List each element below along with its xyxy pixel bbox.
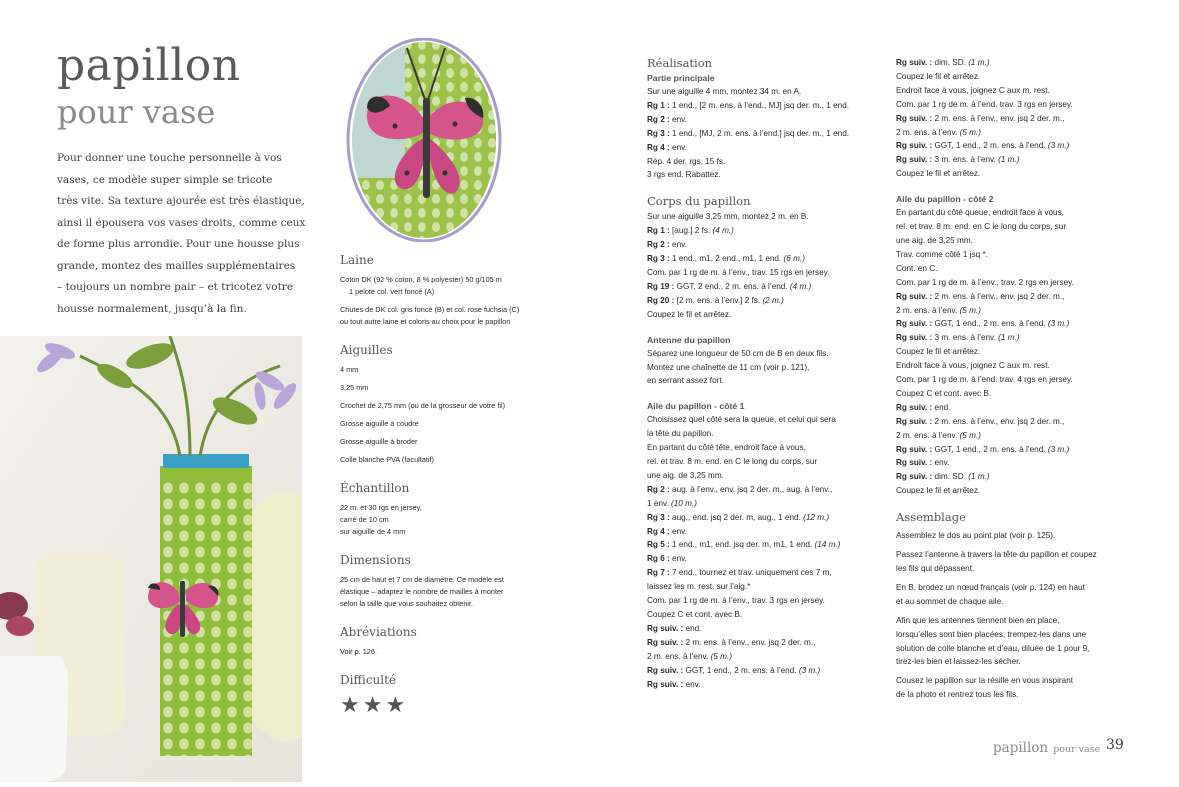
heading-abreviations: Abréviations xyxy=(340,625,417,639)
row-label: Rg 7 : xyxy=(647,568,670,578)
subsection-heading: Aile du papillon - côté 2 xyxy=(896,194,994,205)
instruction-line xyxy=(647,580,883,594)
instruction-line xyxy=(647,483,883,497)
row-text: GGT, 2 end., 2 m. ens. à l’end. xyxy=(674,281,790,291)
assembly-paragraph xyxy=(896,548,1136,576)
row-text: laissez les m. rest. sur l’aig.* xyxy=(647,582,751,592)
subsection-heading: Aile du papillon - côté 1 xyxy=(647,401,745,412)
instruction-line xyxy=(647,441,883,455)
stitch-count: (4 m.) xyxy=(712,226,734,236)
instruction-line xyxy=(647,238,883,252)
row-text: Coupez C et cont. avec B. xyxy=(896,388,992,398)
intro-line: grande, montez des mailles supplémentaires xyxy=(57,259,296,272)
intro-line: – toujours un nombre pair – et tricotez votre xyxy=(57,281,294,293)
row-text: Coupez C et cont. avec B. xyxy=(647,610,743,619)
dimensions-line: élastique – adaptez le nombre de mailles à monter xyxy=(340,587,504,596)
instruction-line xyxy=(647,469,883,483)
row-label: Rg suiv. : xyxy=(896,444,933,454)
instruction-line xyxy=(896,317,1136,331)
instruction-line xyxy=(896,456,1136,470)
instruction-line xyxy=(647,280,883,294)
row-text: Sur une aiguille 4 mm, montez 34 m. en A. xyxy=(647,87,802,96)
stitch-count: (3 m.) xyxy=(798,665,821,675)
butterfly-photo xyxy=(345,38,503,242)
row-label: Rg suiv. : xyxy=(647,623,684,633)
row-label: Rg 1 : xyxy=(647,100,670,110)
row-text: une aig. de 3,25 mm. xyxy=(647,470,724,480)
instruction-line xyxy=(896,359,1136,373)
materials-column xyxy=(340,252,552,732)
row-text: aug., end. jsq 2 der. m, aug., 1 end. xyxy=(669,512,804,522)
abreviations-line: Voir p. 126. xyxy=(340,647,377,656)
instruction-line xyxy=(896,470,1136,484)
aiguilles-line: Grosse aiguille à broder xyxy=(340,437,418,446)
stitch-count: (1 m.) xyxy=(998,155,1020,165)
instruction-line xyxy=(647,538,883,552)
row-label: Rg suiv. : xyxy=(896,319,933,329)
section-heading: Corps du papillon xyxy=(647,194,751,209)
instruction-line xyxy=(896,429,1136,443)
instruction-line xyxy=(647,636,883,650)
instruction-line xyxy=(647,664,883,678)
row-label: Rg 3 : xyxy=(647,254,670,264)
row-text: GGT, 1 end., 2 m. ens. à l’end. xyxy=(932,319,1048,329)
row-label: Rg suiv. : xyxy=(647,665,684,675)
stitch-count: (10 m.) xyxy=(670,498,697,508)
row-text: Com. par 1 rg de m. à l’env., trav. 2 rgs en jersey. xyxy=(896,277,1074,287)
instruction-line xyxy=(896,387,1136,401)
row-text: env. xyxy=(669,142,687,152)
instruction-line xyxy=(896,373,1136,387)
page-title: papillon xyxy=(57,40,241,91)
row-text: rel. et trav. 8 m. end. en C le long du corps, sur xyxy=(647,457,818,467)
instruction-line xyxy=(647,85,883,99)
instruction-line xyxy=(896,56,1136,70)
instruction-line xyxy=(896,262,1136,276)
instruction-line xyxy=(647,622,883,636)
instruction-line xyxy=(647,266,883,280)
instruction-line xyxy=(896,70,1136,84)
aiguilles-line: Crochet de 2,75 mm (ou de la grosseur de votre fil) xyxy=(340,401,506,410)
row-label: Rg suiv. : xyxy=(896,333,933,343)
stitch-count: (1 m.) xyxy=(998,333,1020,343)
assembly-line: Afin que les antennes tiennent bien en place, xyxy=(896,615,1060,625)
assembly-line: Assemblez le dos au point plat (voir p. 125). xyxy=(896,531,1056,541)
row-text: dim. SD. xyxy=(932,472,969,482)
row-label: Rg 2 : xyxy=(647,240,670,250)
stitch-count: (5 m.) xyxy=(959,305,981,315)
stitch-count: (3 m.) xyxy=(1047,444,1070,454)
row-text: 1 env. xyxy=(647,498,671,508)
assembly-line: En B, brodez un nœud français (voir p. 124) en haut xyxy=(896,582,1085,592)
row-text: Coupez le fil et arrêtez. xyxy=(896,347,981,357)
section-echantillon xyxy=(340,480,552,538)
row-text: GGT, 1 end., 2 m. ens. à l’end. xyxy=(683,665,799,675)
intro-line: de forme plus arrondie. Pour une housse plus xyxy=(57,238,300,250)
instruction-block xyxy=(647,400,883,691)
row-label: Rg suiv. : xyxy=(896,141,933,151)
instruction-line xyxy=(647,294,883,308)
instruction-line xyxy=(647,427,883,441)
assembly-paragraph xyxy=(896,674,1136,702)
instruction-line xyxy=(647,374,883,388)
row-text: end. xyxy=(683,623,702,633)
intro-line: housse normalement, jusqu’à la fin. xyxy=(57,302,247,315)
row-text: 1 end., m1, end. jsq der. m, m1, 1 end. xyxy=(669,540,815,550)
dimensions-line: selon la taille que vous souhaitez obtenir. xyxy=(340,599,474,608)
stitch-count: (3 m.) xyxy=(1047,319,1070,329)
instruction-line xyxy=(896,84,1136,98)
instruction-line xyxy=(647,525,883,539)
instruction-line xyxy=(647,566,883,580)
instruction-block xyxy=(647,194,883,321)
row-text: end. xyxy=(932,402,951,412)
instruction-line xyxy=(896,98,1136,112)
row-text: une aig. de 3,25 mm. xyxy=(896,235,973,245)
row-text: En partant du côté queue, endroit face à vous, xyxy=(896,208,1064,218)
instruction-line xyxy=(647,497,883,511)
row-text: env. xyxy=(669,114,687,124)
instruction-line xyxy=(647,511,883,525)
stitch-count: (2 m.) xyxy=(762,295,784,305)
stitch-count: (1 m.) xyxy=(968,472,990,482)
instruction-line xyxy=(896,153,1136,167)
laine-line: Chutes de DK col. gris foncé (B) et col. rose fuchsia (C) xyxy=(340,305,520,314)
instruction-line xyxy=(896,401,1136,415)
row-text: Coupez le fil et arrêtez. xyxy=(896,486,981,496)
heading-echantillon: Échantillon xyxy=(340,481,410,495)
stitch-count: (3 m.) xyxy=(1047,141,1070,151)
row-label: Rg 20 : xyxy=(647,295,675,305)
assembly-line: Passez l’antenne à travers la tête du papillon et coupez xyxy=(896,550,1097,560)
row-text: env. xyxy=(669,240,687,250)
row-label: Rg suiv. : xyxy=(896,416,933,426)
row-text: 7 end., tournez et trav. uniquement ces 7 m, xyxy=(669,568,832,578)
row-label: Rg 1 : xyxy=(647,226,670,236)
assembly-line: tirez-les bien et laissez-les sécher. xyxy=(896,657,1021,667)
intro-line: Pour donner une touche personnelle à vos xyxy=(57,152,282,164)
heading-dimensions: Dimensions xyxy=(340,553,411,567)
section-heading: Assemblage xyxy=(896,510,966,525)
subsection-heading: Antenne du papillon xyxy=(647,334,731,345)
row-label: Rg suiv. : xyxy=(896,472,933,482)
row-text: [2 m. ens. à l’env.] 2 fs. xyxy=(674,295,763,305)
aiguilles-line: 3,25 mm xyxy=(340,383,369,392)
intro-line: ainsi il épousera vos vases droits, comme ceux xyxy=(57,216,306,229)
row-label: Rg 19 : xyxy=(647,281,675,291)
aiguilles-line: 4 mm xyxy=(340,365,359,374)
row-text: Montez une chaînette de 11 cm (voir p. 121), xyxy=(647,362,810,372)
instruction-line xyxy=(647,168,883,182)
dimensions-line: 25 cm de haut et 7 cm de diamètre. Ce modèle est xyxy=(340,575,504,584)
instruction-line xyxy=(896,167,1136,181)
row-text: en serrant assez fort. xyxy=(647,376,724,386)
row-text: dim. SD. xyxy=(932,58,969,67)
section-dimensions xyxy=(340,552,552,610)
row-text: la tête du papillon. xyxy=(647,429,714,439)
row-label: Rg 4 : xyxy=(647,526,670,536)
row-text: env. xyxy=(669,554,687,564)
row-text: Coupez le fil et arrêtez. xyxy=(896,169,981,179)
row-label: Rg suiv. : xyxy=(647,679,684,689)
instruction-line xyxy=(896,248,1136,262)
page-number: 39 xyxy=(1106,737,1124,753)
row-label: Rg suiv. : xyxy=(896,291,933,301)
instruction-line xyxy=(647,127,883,141)
row-label: Rg suiv. : xyxy=(896,58,933,67)
instructions-column-1 xyxy=(647,56,883,703)
vase-photo xyxy=(0,336,302,782)
row-text: 1 end., [MJ, 2 m. ens. à l’end.] jsq der. m., 1 end. xyxy=(669,128,850,138)
assembly-line: les fils qui dépassent. xyxy=(896,564,975,573)
stitch-count: (12 m.) xyxy=(803,512,830,522)
footer-subtitle: pour vase xyxy=(1053,744,1101,755)
row-label: Rg suiv. : xyxy=(896,402,933,412)
footer-title: papillon xyxy=(993,740,1049,756)
difficulty-stars-icon: ★★★ xyxy=(340,693,409,718)
instruction-line xyxy=(647,650,883,664)
instruction-line xyxy=(647,99,883,113)
section-laine xyxy=(340,252,552,328)
row-label: Rg 5 : xyxy=(647,540,670,550)
row-text: Endroit face à vous, joignez C aux m. rest. xyxy=(896,361,1050,371)
row-text: env. xyxy=(669,526,687,536)
row-label: Rg suiv. : xyxy=(896,113,933,123)
assembly-line: solution de colle blanche et d’eau, diluée de 1 pour 9, xyxy=(896,643,1090,653)
row-text: Trav. comme côté 1 jsq *. xyxy=(896,249,988,259)
echantillon-line: sur aiguille de 4 mm xyxy=(340,527,406,536)
instruction-line xyxy=(896,331,1136,345)
row-text: Com. par 1 rg de m. à l’end. trav. 4 rgs en jersey. xyxy=(896,375,1073,385)
row-text: En partant du côté tête, endroit face à vous, xyxy=(647,443,806,453)
stitch-count: (5 m.) xyxy=(959,127,981,137)
instruction-line xyxy=(647,308,883,322)
assembly-line: de la photo et rentrez tous les fils. xyxy=(896,690,1019,700)
laine-line: Coton DK (92 % coton, 8 % polyester) 50 g/105 m xyxy=(340,275,502,284)
stitch-count: (5 m.) xyxy=(710,651,732,661)
instruction-block xyxy=(647,334,883,389)
echantillon-line: 22 m. et 30 rgs en jersey, xyxy=(340,503,422,512)
section-abreviations xyxy=(340,624,552,658)
stitch-count: (6 m.) xyxy=(783,254,805,264)
row-text: Choisissez quel côté sera la queue, et celui qui sera xyxy=(647,415,836,425)
instruction-line xyxy=(896,234,1136,248)
row-text: aug. à l’env., env. jsq 2 der. m., aug. à l’env., xyxy=(669,484,833,494)
stitch-count: (14 m.) xyxy=(814,540,841,550)
section-difficulte xyxy=(340,672,552,718)
assembly-line: et au sommet de chaque aile. xyxy=(896,596,1004,606)
instruction-line xyxy=(896,220,1136,234)
row-text: 3 rgs end. Rabattez. xyxy=(647,170,721,180)
row-text: 2 m. ens. à l’env. xyxy=(896,305,960,315)
instruction-line xyxy=(647,678,883,692)
running-footer xyxy=(993,737,1100,756)
instruction-block xyxy=(896,193,1136,498)
row-label: Rg 3 : xyxy=(647,128,670,138)
instruction-line xyxy=(647,155,883,169)
row-text: Sur une aiguille 3,25 mm, montez 2 m. en B. xyxy=(647,212,809,222)
row-text: 2 m. ens. à l’env., env. jsq 2 der. m., xyxy=(932,113,1065,123)
heading-difficulte: Difficulté xyxy=(340,673,397,687)
assembly-paragraph xyxy=(896,614,1136,670)
instruction-line xyxy=(896,345,1136,359)
row-text: GGT, 1 end., 2 m. ens. à l’end. xyxy=(932,141,1048,151)
row-text: env. xyxy=(932,458,950,468)
instruction-line xyxy=(647,141,883,155)
row-text: rel. et trav. 8 m. end. en C le long du corps, sur xyxy=(896,222,1067,232)
laine-line: 1 pelote col. vert foncé (A) xyxy=(349,287,435,296)
row-label: Rg suiv. : xyxy=(896,458,933,468)
instruction-line xyxy=(647,347,883,361)
section-heading: Réalisation xyxy=(647,56,713,70)
row-text: Rép. 4 der. rgs, 15 fs. xyxy=(647,156,726,166)
stitch-count: (5 m.) xyxy=(959,430,981,440)
row-text: Cont. en C. xyxy=(896,263,938,273)
assembly-paragraph xyxy=(896,581,1136,609)
row-text: 1 end., m1, 2 end., m1, 1 end. xyxy=(669,254,784,264)
instruction-line xyxy=(647,361,883,375)
instruction-line xyxy=(896,415,1136,429)
row-text: 3 m. ens. à l’env. xyxy=(932,333,999,343)
echantillon-line: carré de 10 cm xyxy=(340,515,389,524)
intro-text xyxy=(57,148,307,320)
instruction-line xyxy=(647,552,883,566)
instruction-line xyxy=(647,113,883,127)
row-label: Rg 2 : xyxy=(647,484,670,494)
instruction-line xyxy=(647,455,883,469)
assembly-line: Cousez le papillon sur la résille en vous inspirant xyxy=(896,676,1074,686)
instruction-line xyxy=(896,484,1136,498)
instruction-line xyxy=(896,276,1136,290)
instruction-line xyxy=(896,139,1136,153)
instruction-line xyxy=(647,413,883,427)
row-text: [aug.] 2 fs. xyxy=(669,226,713,236)
subsection-heading: Partie principale xyxy=(647,73,715,83)
row-label: Rg 4 : xyxy=(647,142,670,152)
row-text: Com. par 1 rg de m. à l’env., trav. 3 rgs en jersey. xyxy=(647,596,825,606)
row-label: Rg suiv. : xyxy=(896,155,933,165)
instruction-line xyxy=(896,126,1136,140)
row-label: Rg suiv. : xyxy=(647,637,684,647)
row-label: Rg 3 : xyxy=(647,512,670,522)
row-text: env. xyxy=(683,679,701,689)
laine-line: ou tout autre laine et coloris au choix pour le papillon xyxy=(340,317,511,326)
page-subtitle: pour vase xyxy=(57,93,216,131)
row-text: Com. par 1 rg de m. à l’env., trav. 15 rgs en jersey. xyxy=(647,267,830,277)
intro-line: vases, ce modèle super simple se tricote xyxy=(57,173,273,186)
instruction-block xyxy=(647,56,883,182)
stitch-count: (1 m.) xyxy=(968,58,990,67)
instruction-line xyxy=(896,443,1136,457)
assembly-paragraph xyxy=(896,529,1136,543)
instruction-line xyxy=(896,304,1136,318)
row-text: Com. par 1 rg de m. à l’end. trav. 3 rgs en jersey. xyxy=(896,99,1073,109)
row-text: 3 m. ens. à l’env. xyxy=(932,155,999,165)
intro-line: très vite. Sa texture ajourée est très élastique, xyxy=(57,195,305,207)
row-text: Coupez le fil et arrêtez. xyxy=(896,71,981,81)
row-text: Séparez une longueur de 50 cm de B en deux fils. xyxy=(647,348,829,358)
aiguilles-line: Colle blanche PVA (facultatif) xyxy=(340,455,434,464)
heading-laine: Laine xyxy=(340,253,374,267)
aiguilles-line: Grosse aiguille à coudre xyxy=(340,419,419,428)
section-aiguilles xyxy=(340,342,552,466)
stitch-count: (4 m.) xyxy=(789,281,812,291)
row-text: 2 m. ens. à l’env., env. jsq 2 der. m., xyxy=(932,291,1065,301)
row-text: 2 m. ens. à l’env. xyxy=(896,430,960,440)
instruction-line xyxy=(647,608,883,622)
instructions-column-2 xyxy=(896,56,1136,707)
instruction-line xyxy=(647,224,883,238)
row-text: 2 m. ens. à l’env. xyxy=(647,651,711,661)
row-text: 2 m. ens. à l’env., env. jsq 2 der. m., xyxy=(932,416,1065,426)
row-text: Coupez le fil et arrêtez. xyxy=(647,309,732,319)
instruction-line xyxy=(647,594,883,608)
row-label: Rg 2 : xyxy=(647,114,670,124)
row-text: 2 m. ens. à l’env. xyxy=(896,127,960,137)
heading-aiguilles: Aiguilles xyxy=(340,343,393,357)
instruction-line xyxy=(647,252,883,266)
instruction-line xyxy=(896,290,1136,304)
row-text: GGT, 1 end., 2 m. ens. à l’end. xyxy=(932,444,1048,454)
row-text: 2 m. ens. à l’env., env. jsq 2 der. m., xyxy=(683,637,816,647)
instruction-block xyxy=(896,56,1136,181)
row-text: Endroit face à vous, joignez C aux m. rest. xyxy=(896,85,1050,95)
row-label: Rg 6 : xyxy=(647,554,670,564)
instruction-line xyxy=(647,210,883,224)
row-text: 1 end., [2 m. ens. à l’end., MJ] jsq der. m., 1 end. xyxy=(669,100,850,110)
assembly-line: lorsqu’elles sont bien placées, trempez-les dans une xyxy=(896,629,1087,639)
instruction-line xyxy=(896,112,1136,126)
instruction-line xyxy=(896,206,1136,220)
